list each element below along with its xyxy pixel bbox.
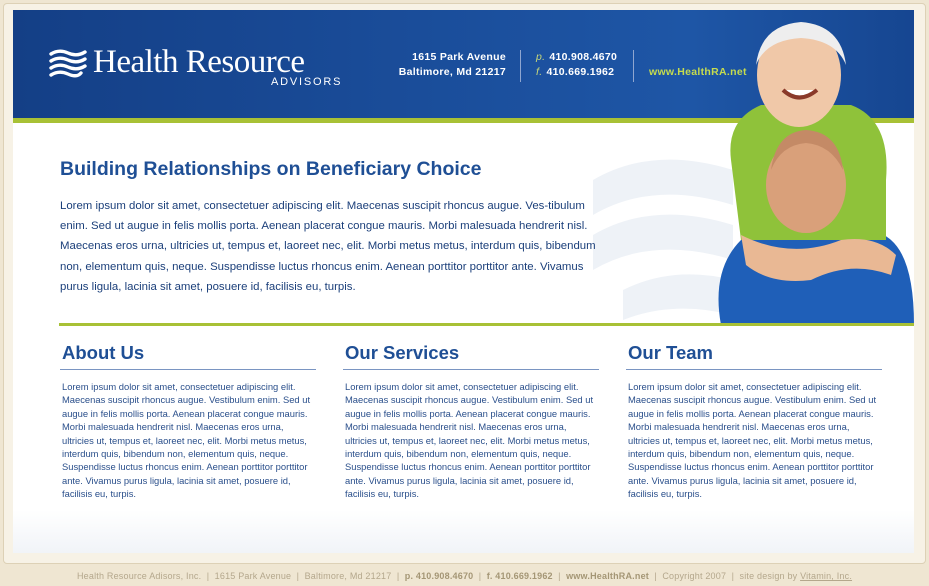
footer-city: Baltimore, Md 21217 (304, 571, 392, 581)
our-services-heading[interactable]: Our Services (343, 340, 599, 370)
intro-paragraph: Lorem ipsum dolor sit amet, consectetuer adipiscing elit. Maecenas suscipit rhoncus augue. Ves-tibulum enim. Sed ut augue in felis mollis porta. Aenean placerat congue mauris. Morbi malesuada hendrerit nisl. Maecenas eros urna, ultricies ut, tempus et, laoreet nec, elit. Morbi metus metus, interdum quis, bibendum non, elementum quis, neque. Suspendisse luctus rhoncus enim. Aenean porttitor porttitor ante. Vivamus purus ligula, lacinia sit amet, posuere id, facilisis eu, turpis. (60, 200, 596, 293)
header-address (395, 50, 506, 80)
logo-title: Health Resource (93, 44, 305, 80)
footer-company: Health Resource Adisors, Inc. (76, 571, 202, 581)
page-card (13, 10, 914, 553)
header-divider (520, 50, 521, 82)
section-divider (59, 323, 914, 326)
footer-credit-link[interactable]: Vitamin, Inc. (800, 571, 853, 581)
bottom-fade (13, 510, 914, 553)
phone-line (536, 50, 636, 65)
hero-couple-photo (701, 10, 914, 325)
address-line-1: 1615 Park Avenue (412, 51, 506, 63)
site-logo[interactable] (49, 44, 369, 94)
footer-fax: f. 410.669.1962 (486, 571, 553, 581)
footer-copyright: Copyright 2007 (662, 571, 727, 581)
fax-key: f. (536, 66, 543, 78)
our-team-body: Lorem ipsum dolor sit amet, consectetuer adipiscing elit. Maecenas suscipit rhoncus augue. Vestibulum enim. Sed ut augue in felis mollis porta. Aenean placerat congue mauris. Morbi malesuada hendrerit nisl. Maecenas eros urna, ultricies ut, tempus et, laoreet nec, elit. Morbi metus metus, interdum quis, bibendum non, elementum quis, neque. Suspendisse luctus rhoncus enim. Aenean porttitor porttitor ante. Vivamus purus ligula, lacinia sit amet, posuere id, facilisis eu, turpis. (628, 381, 877, 500)
our-services-column (343, 340, 599, 501)
page-headline: Building Relationships on Beneficiary Choice (60, 158, 482, 180)
footer-phone: p. 410.908.4670 (404, 571, 474, 581)
header-website-link[interactable]: www.HealthRA.net (649, 66, 747, 78)
footer-website-link[interactable]: www.HealthRA.net (566, 571, 649, 581)
footer-credit-prefix: site design by (739, 571, 798, 581)
header-divider (633, 50, 634, 82)
about-us-body: Lorem ipsum dolor sit amet, consectetuer adipiscing elit. Maecenas suscipit rhoncus augue. Vestibulum enim. Sed ut augue in felis mollis porta. Aenean placerat congue mauris. Morbi malesuada hendrerit nisl. Maecenas eros urna, ultricies ut, tempus et, laoreet nec, elit. Morbi metus metus, interdum quis, bibendum non, elementum quis, neque. Suspendisse luctus rhoncus enim. Aenean porttitor porttitor ante. Vivamus purus ligula, lacinia sit amet, posuere id, facilisis eu, turpis. (62, 381, 311, 500)
our-team-column (626, 340, 882, 501)
fax-line (536, 65, 636, 80)
phone-key: p. (536, 51, 546, 63)
phone-number: 410.908.4670 (549, 51, 618, 63)
logo-subtitle: ADVISORS (271, 76, 343, 88)
about-us-heading[interactable]: About Us (60, 340, 316, 370)
fax-number: 410.669.1962 (546, 66, 615, 78)
header-phones (536, 50, 636, 80)
footer-address: 1615 Park Avenue (214, 571, 292, 581)
site-footer: Health Resource Adisors, Inc. | 1615 Park Avenue | Baltimore, Md 21217 | p. 410.908.4670 | f. 410.669.1962 | www.HealthRA.net | Copyright 2007 | site design by Vitamin, Inc. (76, 571, 853, 581)
address-line-2: Baltimore, Md 21217 (398, 66, 506, 78)
logo-waves-icon (49, 48, 87, 80)
about-us-column (60, 340, 316, 501)
our-services-body: Lorem ipsum dolor sit amet, consectetuer adipiscing elit. Maecenas suscipit rhoncus augue. Vestibulum enim. Sed ut augue in felis mollis porta. Aenean placerat congue mauris. Morbi malesuada hendrerit nisl. Maecenas eros urna, ultricies ut, tempus et, laoreet nec, elit. Morbi metus metus, interdum quis, bibendum non, elementum quis, neque. Suspendisse luctus rhoncus enim. Aenean porttitor porttitor ante. Vivamus purus ligula, lacinia sit amet, posuere id, facilisis eu, turpis. (345, 381, 594, 500)
our-team-heading[interactable]: Our Team (626, 340, 882, 370)
